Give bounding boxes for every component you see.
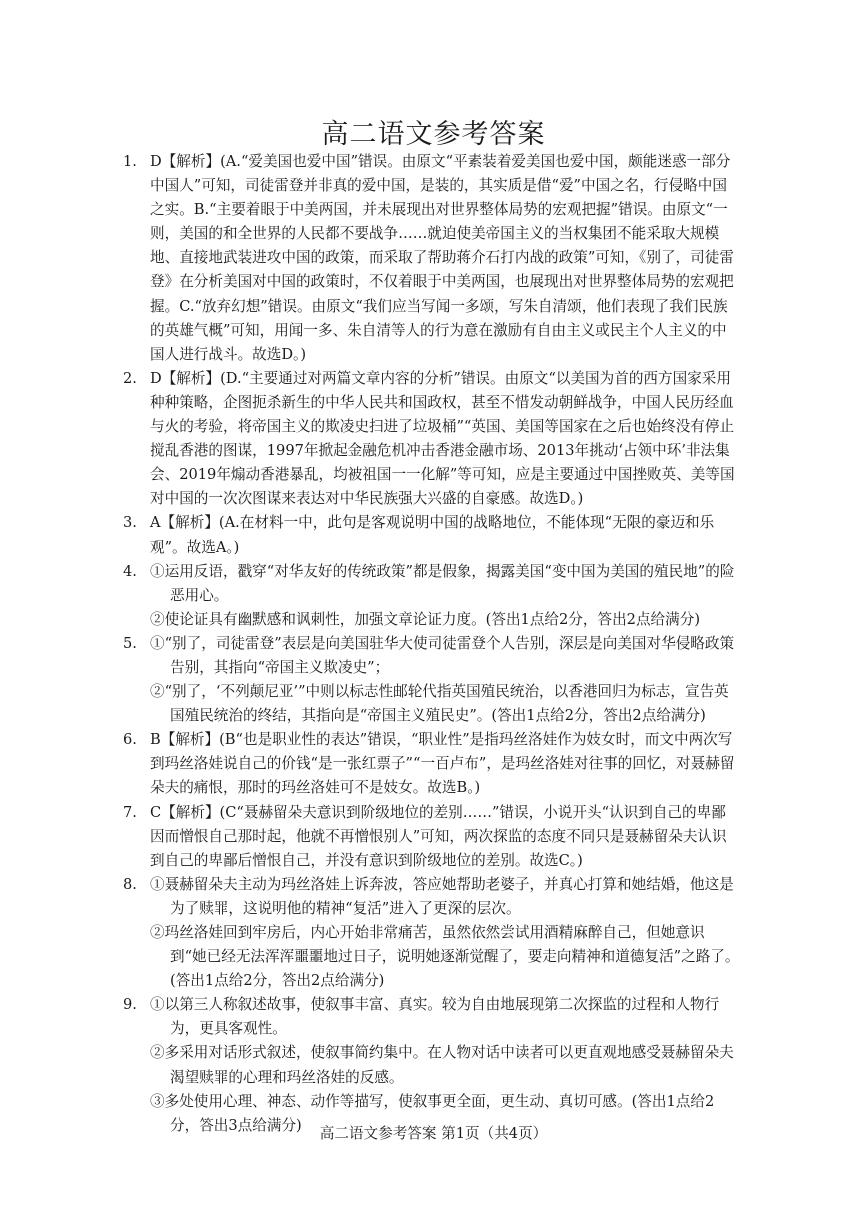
answer-point-2: ②多采用对话形式叙述，使叙事简约集中。在人物对话中读者可以更直观地感受聂赫留朵夫渴望赎罪的心理和玛丝洛娃的反感。	[150, 1044, 734, 1086]
item-number: 6.	[123, 731, 137, 749]
answer-item-2	[123, 367, 740, 512]
answer-item-9	[123, 993, 740, 1138]
answer-text: C【解析】(C“聂赫留朵夫意识到阶级地位的差别……”错误，小说开头“认识到自己的卑鄙因而憎恨自己那时起，他就不再憎恨别人”可知，两次探监的态度不同只是聂赫留朵夫认识到自己的卑鄙后憎恨自己，并没有意识到阶级地位的差别。故选C。)	[150, 803, 727, 869]
page-footer: 高二语文参考答案 第1页（共4页）	[319, 1125, 548, 1142]
answer-item-5	[123, 632, 740, 728]
answer-point-2: ②“别了，‘不列颠尼亚’”中则以标志性邮轮代指英国殖民统治，以香港回归为标志，宣告英国殖民统治的终结，其指向是“帝国主义殖民史”。(答出1点给2分，答出2点给满分)	[150, 683, 729, 725]
answer-point-1: ①“别了，司徒雷登”表层是向美国驻华大使司徒雷登个人告别，深层是向美国对华侵略政策告别，其指向“帝国主义欺凌史”；	[150, 634, 735, 676]
answer-point-1: ①以第三人称叙述故事，使叙事丰富、真实。较为自由地展现第二次探监的过程和人物行为，更具客观性。	[150, 996, 720, 1038]
answer-text: D【解析】(D.“主要通过对两篇文章内容的分析”错误。由原文“以美国为首的西方国家采用种种策略，企图扼杀新生的中华人民共和国政权，甚至不惜发动朝鲜战争，中国人民历经血与火的考验，将帝国主义的欺凌史扫进了垃圾桶”“英国、美国等国家在之后也始终没有停止搅乱香港的图谋，1997年掀起金融危机冲击香港金融市场、2013年挑动‘占领中环’非法集会、2019年煽动香港暴乱，均被祖国一一化解”等可知，应是主要通过中国挫败英、美等国对中国的一次次图谋来表达对中华民族强大兴盛的自豪感。故选D。)	[150, 369, 735, 508]
item-number: 5.	[123, 634, 137, 652]
item-number: 4.	[123, 562, 137, 580]
answer-text: D【解析】(A.“爱美国也爱中国”错误。由原文“平素装着爱美国也爱中国，颇能迷惑一部分中国人”可知，司徒雷登并非真的爱中国，是装的，其实质是借“爱”中国之名，行侵略中国之实。B.“主要着眼于中美两国，并未展现出对世界整体局势的宏观把握”错误。由原文“一则，美国的和全世界的人民都不要战争……就迫使美帝国主义的当权集团不能采取大规模地、直接地武装进攻中国的政策，而采取了帮助蒋介石打内战的政策”可知，《别了，司徒雷登》在分析美国对中国的政策时，不仅着眼于中美两国，也展现出对世界整体局势的宏观把握。C.“放弃幻想”错误。由原文“我们应当写闻一多颂，写朱自清颂，他们表现了我们民族的英雄气概”可知，用闻一多、朱自清等人的行为意在激励有自由主义或民主个人主义的中国人进行战斗。故选D。)	[150, 153, 734, 363]
item-number: 3.	[123, 514, 137, 532]
answer-item-3	[123, 511, 740, 559]
answer-point-2: ②玛丝洛娃回到牢房后，内心开始非常痛苦，虽然依然尝试用酒精麻醉自己，但她意识到“她已经无法浑浑噩噩地过日子，说明她逐渐觉醒了，要走向精神和道德复活”之路了。(答出1点给2分，答出2点给满分)	[150, 924, 740, 990]
answer-text: A【解析】(A.在材料一中，此句是客观说明中国的战略地位，不能体现“无限的豪迈和乐观”。故选A。)	[150, 514, 715, 556]
answer-item-8	[123, 873, 740, 993]
answer-item-1	[123, 150, 740, 367]
answer-point-2: ②使论证具有幽默感和讽刺性，加强文章论证力度。(答出1点给2分，答出2点给满分)	[150, 610, 701, 628]
item-number: 2.	[123, 369, 137, 387]
answer-point-1: ①运用反语，戳穿“对华友好的传统政策”都是假象，揭露美国“变中国为美国的殖民地”的险恶用心。	[150, 562, 735, 604]
item-number: 7.	[123, 803, 137, 821]
item-number: 9.	[123, 996, 137, 1014]
answer-item-4	[123, 560, 740, 632]
answer-item-7	[123, 801, 740, 873]
answer-point-1: ①聂赫留朵夫主动为玛丝洛娃上诉奔波，答应她帮助老婆子，并真心打算和她结婚，他这是为了赎罪，这说明他的精神“复活”进入了更深的层次。	[150, 875, 734, 917]
answer-point-3: ③多处使用心理、神态、动作等描写，使叙事更全面，更生动、真切可感。(答出1点给2分，答出3点给满分)	[150, 1092, 715, 1134]
answer-text: B【解析】(B“也是职业性的表达”错误，“职业性”是指玛丝洛娃作为妓女时，而文中两次写到玛丝洛娃说自己的价钱“是一张红票子”“一百卢布”，是玛丝洛娃对往事的回忆，对聂赫留朵夫的痛恨，那时的玛丝洛娃可不是妓女。故选B。)	[150, 731, 735, 797]
item-number: 8.	[123, 875, 137, 893]
answer-item-6	[123, 728, 740, 800]
page-title: 高二语文参考答案	[321, 119, 546, 150]
answer-list	[123, 150, 740, 1138]
item-number: 1.	[123, 153, 137, 170]
